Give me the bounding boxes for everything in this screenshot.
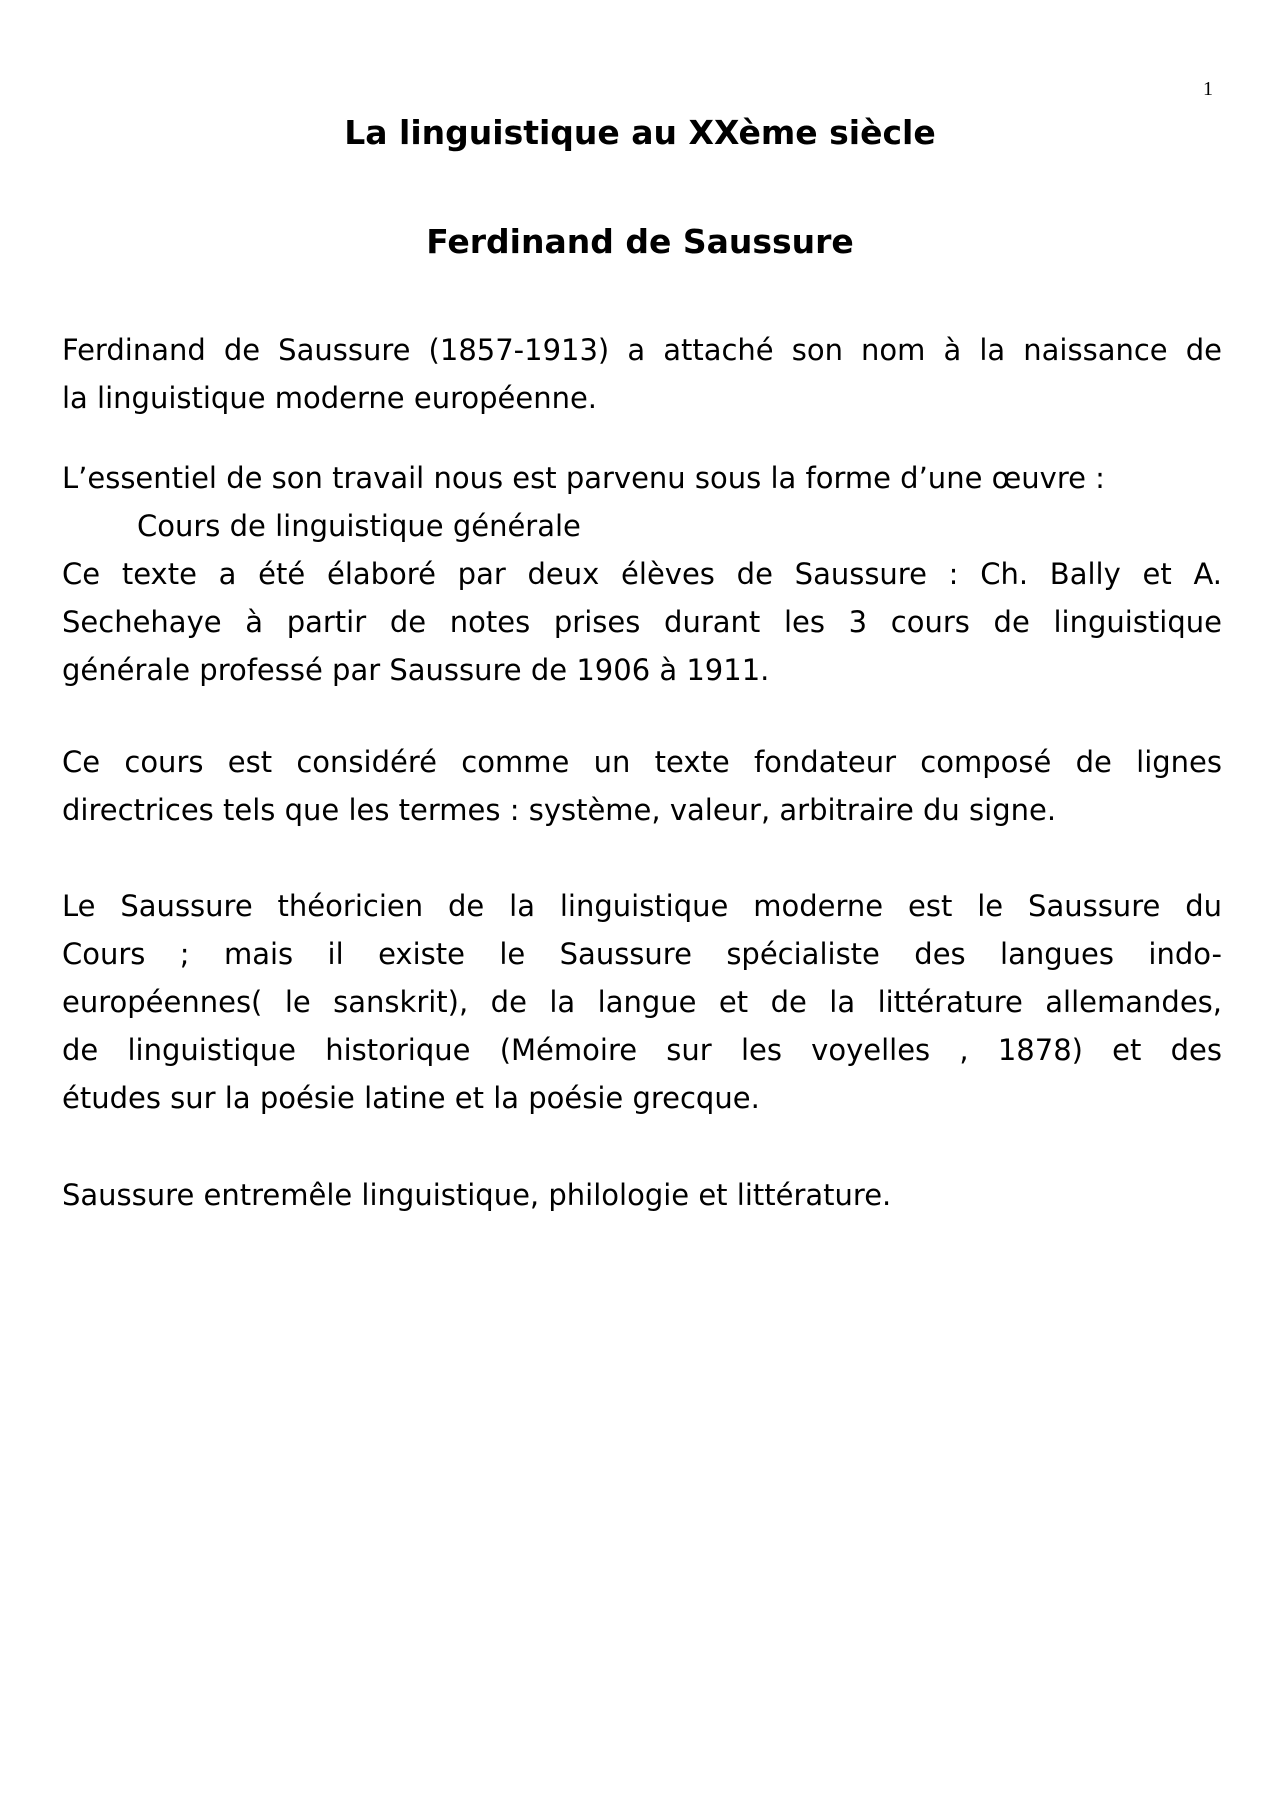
paragraph-line: Sechehaye à partir de notes prises durant les 3 cours de linguistique: [62, 605, 1222, 639]
paragraph-line: Saussure entremêle linguistique, philologie et littérature.: [62, 1178, 892, 1212]
page-number: 1: [1203, 78, 1213, 100]
paragraph-cours: [62, 454, 1222, 694]
paragraph-line: Le Saussure théoricien de la linguistique moderne est le Saussure du: [62, 889, 1222, 923]
paragraph-line: européennes( le sanskrit), de la langue et de la littérature allemandes,: [62, 985, 1222, 1019]
paragraph-fondateur: [62, 738, 1222, 834]
book-title-line: Cours de linguistique générale: [137, 509, 581, 543]
paragraph-line: de linguistique historique (Mémoire sur les voyelles , 1878) et des: [62, 1033, 1222, 1067]
paragraph-line: directrices tels que les termes : système, valeur, arbitraire du signe.: [62, 793, 1057, 827]
paragraph-line: générale professé par Saussure de 1906 à 1911.: [62, 653, 770, 687]
paragraph-conclusion: [62, 1171, 1222, 1219]
paragraph-line: la linguistique moderne européenne.: [62, 381, 598, 415]
paragraph-line: Cours ; mais il existe le Saussure spécialiste des langues indo-: [62, 937, 1222, 971]
page-title: La linguistique au XXème siècle: [344, 113, 936, 152]
paragraph-line: Ferdinand de Saussure (1857-1913) a attaché son nom à la naissance de: [62, 333, 1222, 367]
page-subtitle: Ferdinand de Saussure: [426, 222, 854, 261]
paragraph-intro: [62, 326, 1222, 422]
paragraph-line: études sur la poésie latine et la poésie grecque.: [62, 1081, 760, 1115]
paragraph-line: Ce texte a été élaboré par deux élèves de Saussure : Ch. Bally et A.: [62, 557, 1222, 591]
paragraph-line: Ce cours est considéré comme un texte fondateur composé de lignes: [62, 745, 1222, 779]
paragraph-line: L’essentiel de son travail nous est parvenu sous la forme d’une œuvre :: [62, 461, 1105, 495]
paragraph-theoricien: [62, 882, 1222, 1122]
